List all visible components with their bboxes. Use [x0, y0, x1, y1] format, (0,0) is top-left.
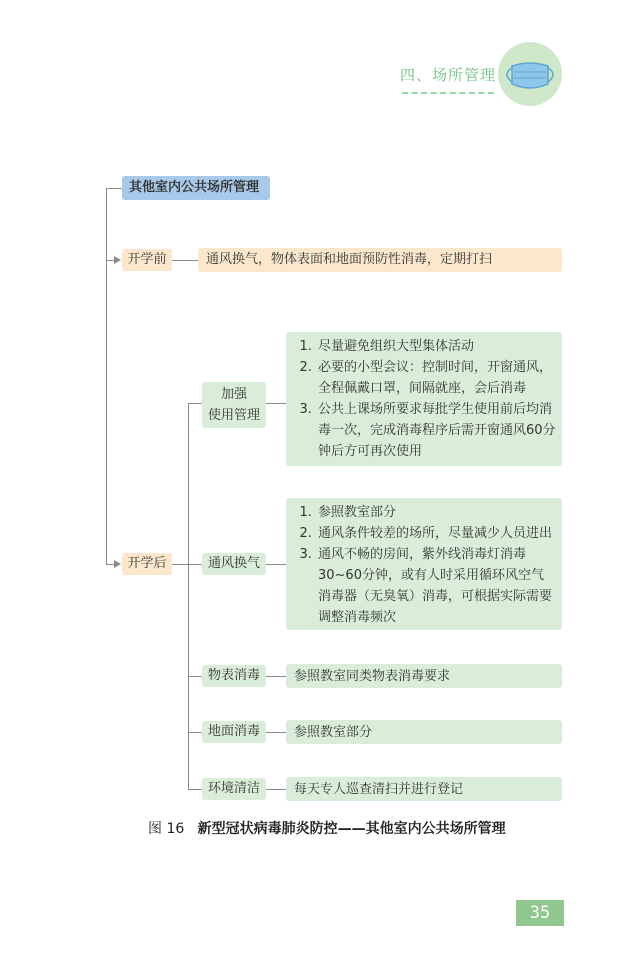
list-item: 2. 必要的小型会议：控制时间，开窗通风，全程佩戴口罩，间隔就座，会后消毒	[316, 357, 556, 399]
after-arrow-icon	[114, 560, 121, 568]
mask-icon	[498, 42, 562, 106]
child-environment-cleaning: 环境清洁	[202, 778, 266, 800]
child2-detail-connector	[266, 564, 286, 565]
surface-disinfection-detail: 参照教室同类物表消毒要求	[286, 664, 562, 688]
child2-connector	[188, 564, 202, 565]
child-use-management	[202, 382, 266, 428]
after-to-branch	[172, 564, 188, 565]
before-arrow-icon	[114, 256, 121, 264]
header-divider	[402, 92, 494, 94]
child-surface-disinfection: 物表消毒	[202, 665, 266, 687]
child5-connector	[188, 789, 202, 790]
list-item: 2. 通风条件较差的场所，尽量减少人员进出	[316, 523, 556, 544]
figure-number: 图 16	[148, 821, 185, 837]
child-ventilation: 通风换气	[202, 553, 266, 575]
floor-disinfection-detail: 参照教室部分	[286, 720, 562, 744]
root-connector	[106, 188, 122, 189]
list-item: 1. 尽量避免组织大型集体活动	[316, 336, 556, 357]
child3-detail-connector	[266, 676, 286, 677]
child4-detail-connector	[266, 732, 286, 733]
ventilation-list	[286, 498, 562, 630]
main-connector	[106, 188, 107, 565]
before-detail: 通风换气，物体表面和地面预防性消毒，定期打扫	[198, 248, 562, 272]
before-node: 开学前	[122, 249, 172, 271]
page-number: 35	[516, 900, 564, 926]
child1-connector	[188, 403, 202, 404]
child4-connector	[188, 732, 202, 733]
root-node: 其他室内公共场所管理	[122, 176, 270, 200]
environment-cleaning-detail: 每天专人巡查清扫并进行登记	[286, 777, 562, 801]
figure-caption	[148, 818, 506, 838]
section-title: 四、场所管理	[400, 66, 497, 84]
list-item: 3. 通风不畅的房间，紫外线消毒灯消毒30~60分钟，或有人时采用循环风空气消毒器（无臭氧）消毒，可根据实际需要调整消毒频次	[316, 544, 556, 628]
child5-detail-connector	[266, 789, 286, 790]
figure-title: 新型冠状病毒肺炎防控——其他室内公共场所管理	[197, 821, 506, 837]
list-item: 3. 公共上课场所要求每批学生使用前后均消毒一次，完成消毒程序后需开窗通风60分钟后方可再次使用	[316, 399, 556, 462]
before-detail-connector	[172, 260, 198, 261]
child-use-management-label: 加强 使用管理	[207, 387, 260, 423]
after-node: 开学后	[122, 553, 172, 575]
child3-connector	[188, 676, 202, 677]
child1-detail-connector	[266, 403, 286, 404]
use-management-list	[286, 332, 562, 466]
list-item: 1. 参照教室部分	[316, 502, 556, 523]
child-floor-disinfection: 地面消毒	[202, 721, 266, 743]
